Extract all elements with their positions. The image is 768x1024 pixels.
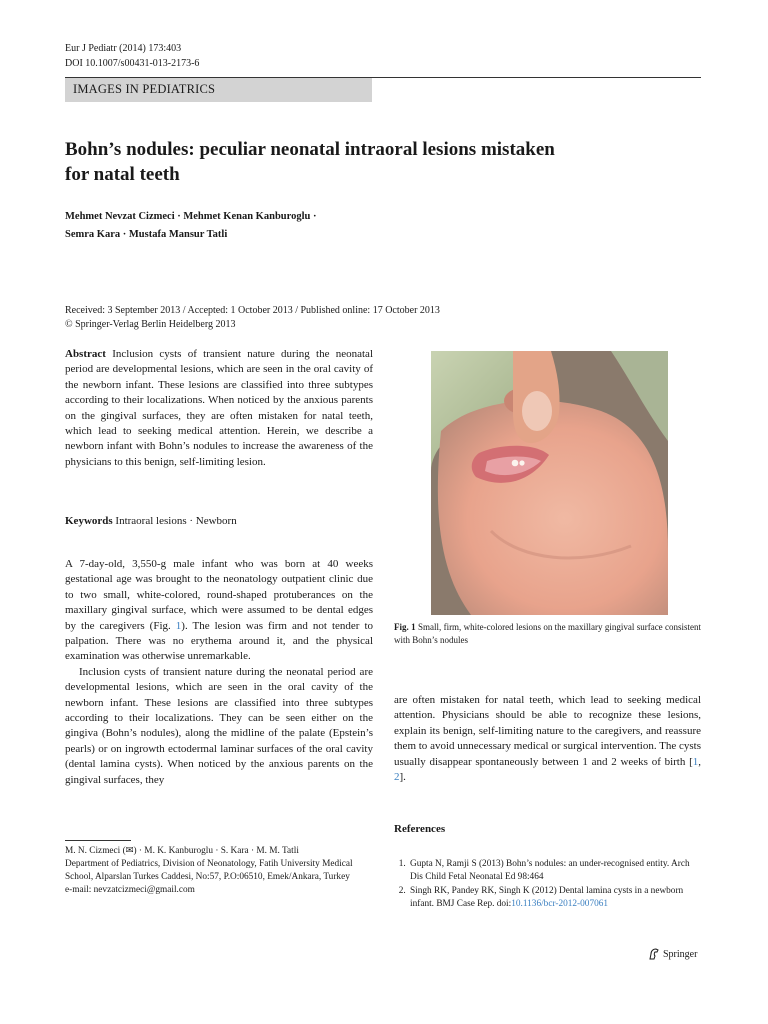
- infant-mouth-photo: [431, 351, 668, 615]
- affiliation-email[interactable]: e-mail: nevzatcizmeci@gmail.com: [65, 885, 195, 895]
- keywords-text: Intraoral lesions · Newborn: [115, 515, 237, 527]
- reference-item: 1. Gupta N, Ramji S (2013) Bohn’s nodules: an under-recognised entity. Arch Dis Child Fetal Neonatal Ed 98:464: [408, 858, 701, 884]
- abstract: [65, 347, 373, 470]
- body-left: [65, 557, 373, 788]
- journal-doi: DOI 10.1007/s00431-013-2173-6: [65, 58, 200, 69]
- figure-label: Fig. 1: [394, 622, 416, 632]
- journal-citation: Eur J Pediatr (2014) 173:403: [65, 43, 182, 54]
- abstract-label: Abstract: [65, 348, 106, 360]
- article-history: [65, 304, 440, 332]
- author-affiliation: [65, 845, 373, 897]
- references-heading: References: [394, 823, 446, 835]
- publisher-logo: [648, 948, 697, 960]
- article-title: Bohn’s nodules: peculiar neonatal intraoral lesions mistaken for natal teeth: [65, 139, 555, 185]
- footnote-rule: [65, 840, 131, 841]
- copyright-line: © Springer-Verlag Berlin Heidelberg 2013: [65, 319, 236, 330]
- affiliation-department: Department of Pediatrics, Division of Neonatology, Fatih University Medical School, Alparslan Turkes Caddesi, No:57, P.O:06510, Emek/Ankara, Turkey: [65, 859, 353, 882]
- abstract-text: Inclusion cysts of transient nature during the neonatal period are developmental lesions, which are seen in the oral cavity of the newborn infant. These lesions are classified into three subtypes according to their localizations. When noticed by the anxious parents on the gingival surfaces, they are often mistaken for natal teeth, which lead to seeking medical attention. Herein, we describe a newborn infant with Bohn’s nodules to increase the awareness of the physicians to this benign, self-limiting lesion.: [65, 348, 373, 468]
- references-list: [394, 858, 701, 912]
- springer-horse-icon: [648, 948, 660, 960]
- citation-1-link[interactable]: 1: [692, 755, 699, 768]
- reference-doi-link[interactable]: 10.1136/bcr-2012-007061: [511, 899, 609, 909]
- body-paragraph-3: are often mistaken for natal teeth, which lead to seeking medical attention. Physicians should be able to recognize these lesions, explain its benign, self-limiting nature to the caregivers, and reassure them to avoid unnecessary medical or surgical intervention. The cysts usually disappear spontaneously between 1 and 2 weeks of birth [1, 2].: [394, 694, 701, 784]
- journal-header: [65, 41, 199, 71]
- figure-caption-text: Small, firm, white-colored lesions on the maxillary gingival surface consistent with Bohn’s nodules: [394, 622, 702, 645]
- body-paragraph-2: Inclusion cysts of transient nature during the neonatal period are developmental lesions, which are seen in the oral cavity of the newborn infant. These lesions are classified into three subtypes according to their localizations. They can be seen either on the gingiva (Bohn’s nodules), along the midline of the palate (Epstein’s pearls) or on ingrowth ectodermal laminar surfaces of the oral cavity (dental lamina cysts). When noticed by the anxious parents on the gingival surfaces, they: [65, 665, 373, 786]
- citation-2-link[interactable]: 2: [394, 771, 400, 784]
- section-label: IMAGES IN PEDIATRICS: [73, 82, 216, 96]
- reference-item: 2. Singh RK, Pandey RK, Singh K (2012) Dental lamina cysts in a newborn infant. BMJ Case Rep. doi:10.1136/bcr-2012-007061: [408, 885, 701, 911]
- figure-1-caption: [394, 621, 701, 647]
- keywords: [65, 514, 373, 529]
- received-accepted-dates: Received: 3 September 2013 / Accepted: 1 October 2013 / Published online: 17 October 2013: [65, 305, 440, 316]
- publisher-name: Springer: [663, 948, 698, 960]
- figure-ref-link[interactable]: 1: [175, 619, 182, 632]
- body-paragraph-1: A 7-day-old, 3,550-g male infant who was born at 40 weeks gestational age was brought to the neonatology outpatient clinic due to two small, white-colored, round-shaped protuberances on the maxillary gingival surface, which were assumed to be dental edges by the caregivers (Fig. 1). The lesion was firm and not tender to palpation. There was no erythema around it, and the physical examination was otherwise unremarkable.: [65, 558, 374, 663]
- body-right: [394, 693, 701, 785]
- keywords-label: Keywords: [65, 515, 113, 527]
- affiliation-authors: M. N. Cizmeci (✉) · M. K. Kanburoglu · S. Kara · M. M. Tatli: [65, 846, 299, 856]
- figure-1-image: [431, 351, 668, 615]
- author-list: Mehmet Nevzat Cizmeci · Mehmet Kenan Kanburoglu · Semra Kara · Mustafa Mansur Tatli: [65, 211, 317, 240]
